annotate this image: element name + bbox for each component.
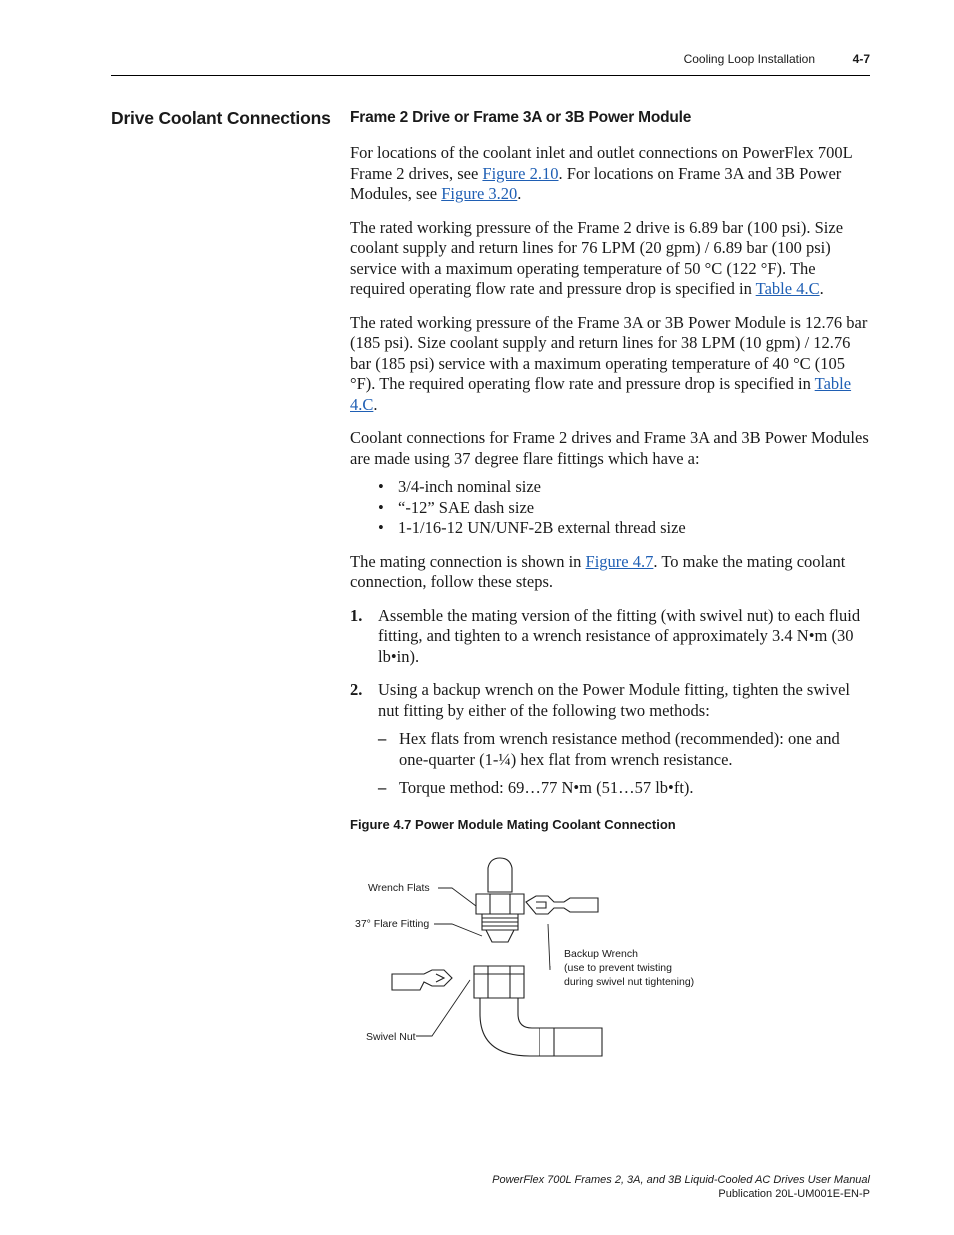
method-text: Hex flats from wrench resistance method (recommended): one and one-quarter (1-¼) hex flat from wrench resistance. (399, 729, 840, 769)
paragraph-mating (350, 552, 870, 593)
list-item-text: 1-1/16-12 UN/UNF-2B external thread size (398, 518, 686, 537)
method-torque (350, 778, 870, 799)
step-2 (350, 680, 870, 721)
bullet-icon: • (378, 518, 384, 537)
list-item (378, 518, 870, 539)
figure-2-10-link[interactable]: Figure 2.10 (482, 163, 559, 183)
step-1 (350, 606, 870, 668)
list-item (378, 498, 870, 519)
paragraph-fittings: Coolant connections for Frame 2 drives and Frame 3A and 3B Power Modules are made using 37 degree flare fittings which have a: (350, 428, 869, 468)
table-4c-link[interactable]: Table 4.C (350, 374, 852, 414)
main-content (350, 108, 870, 807)
table-4c-link[interactable]: Table 4.C (755, 279, 820, 298)
label-backup-wrench: Backup Wrench (564, 948, 638, 960)
step-text: Using a backup wrench on the Power Module fitting, tighten the swivel nut fitting by either of the following two methods: (378, 680, 850, 720)
method-text: Torque method: 69…77 N•m (51…57 lb•ft). (399, 778, 694, 797)
text-run: . For locations on Frame 3A and 3B Power Modules, see (350, 163, 842, 203)
paragraph-frame2-pressure (350, 218, 870, 300)
text-run: . (517, 184, 522, 203)
figure-3-20-link[interactable]: Figure 3.20 (441, 184, 518, 203)
running-header-title: Cooling Loop Installation (683, 52, 815, 66)
bullet-icon: • (378, 497, 384, 517)
paragraph-frame3-pressure (350, 313, 870, 416)
label-swivel-nut: Swivel Nut (366, 1031, 416, 1043)
text-run: . (819, 279, 824, 298)
backup-wrench (526, 896, 598, 914)
fitting-spec-list (350, 477, 870, 539)
dash-marker: – (378, 729, 387, 748)
text-run: The rated working pressure of the Frame 3A or 3B Power Module is 12.76 bar (185 psi). Size coolant supply and return lines for 38 LPM (10 gpm) / 12.76 bar (185 psi) service with a maximum operating temperature of 40 °C (105 °F). The required operating flow rate and pressure drop is specified in (350, 312, 868, 393)
step-number: 2. (350, 680, 363, 699)
header-rule (111, 75, 870, 76)
footer-manual-title: PowerFlex 700L Frames 2, 3A, and 3B Liquid-Cooled AC Drives User Manual (492, 1174, 870, 1186)
step-number: 1. (350, 605, 363, 625)
text-run: The rated working pressure of the Frame 2 drive is 6.89 bar (100 psi). Size coolant supply and return lines for 76 LPM (20 gpm) / 6.89 bar (100 psi) service with a maximum operating temperature of 50 °C (122 °F). The required operating flow rate and pressure drop is specified in (350, 217, 844, 298)
step-text: Assemble the mating version of the fitting (with swivel nut) to each fluid fitting, and tighten to a wrench resistance of approximately 3.4 N•m (30 lb•in). (378, 605, 861, 666)
power-module-fitting (476, 858, 524, 942)
text-run: . To make the mating coolant connection, follow these steps. (350, 551, 846, 591)
paragraph-locations (350, 143, 870, 205)
text-run: The mating connection is shown in (350, 551, 586, 571)
list-item-text: “-12” SAE dash size (398, 497, 535, 517)
page-number: 4-7 (852, 52, 870, 66)
subheading: Frame 2 Drive or Frame 3A or 3B Power Module (350, 109, 692, 126)
label-wrench-flats: Wrench Flats (368, 882, 430, 894)
label-flare-fitting: 37° Flare Fitting (355, 918, 430, 930)
section-title: Drive Coolant Connections (111, 108, 331, 128)
text-run: . (373, 394, 378, 414)
bullet-icon: • (378, 477, 384, 496)
figure-4-7-link[interactable]: Figure 4.7 (585, 551, 654, 571)
list-item-text: 3/4-inch nominal size (398, 477, 541, 496)
text-run: For locations of the coolant inlet and outlet connections on PowerFlex 700L Frame 2 drives, see (350, 143, 853, 183)
figure-caption: Figure 4.7 Power Module Mating Coolant Connection (350, 817, 676, 832)
list-item (378, 477, 870, 498)
method-hex-flats (350, 729, 870, 770)
footer-publication: Publication 20L-UM001E-EN-P (718, 1188, 870, 1200)
label-backup-wrench-note-2: during swivel nut tightening) (564, 976, 695, 988)
label-backup-wrench-note-1: (use to prevent twisting (564, 962, 672, 974)
dash-marker: – (378, 778, 387, 797)
coolant-connection-illustration (340, 850, 720, 1065)
lower-wrench (392, 970, 452, 990)
